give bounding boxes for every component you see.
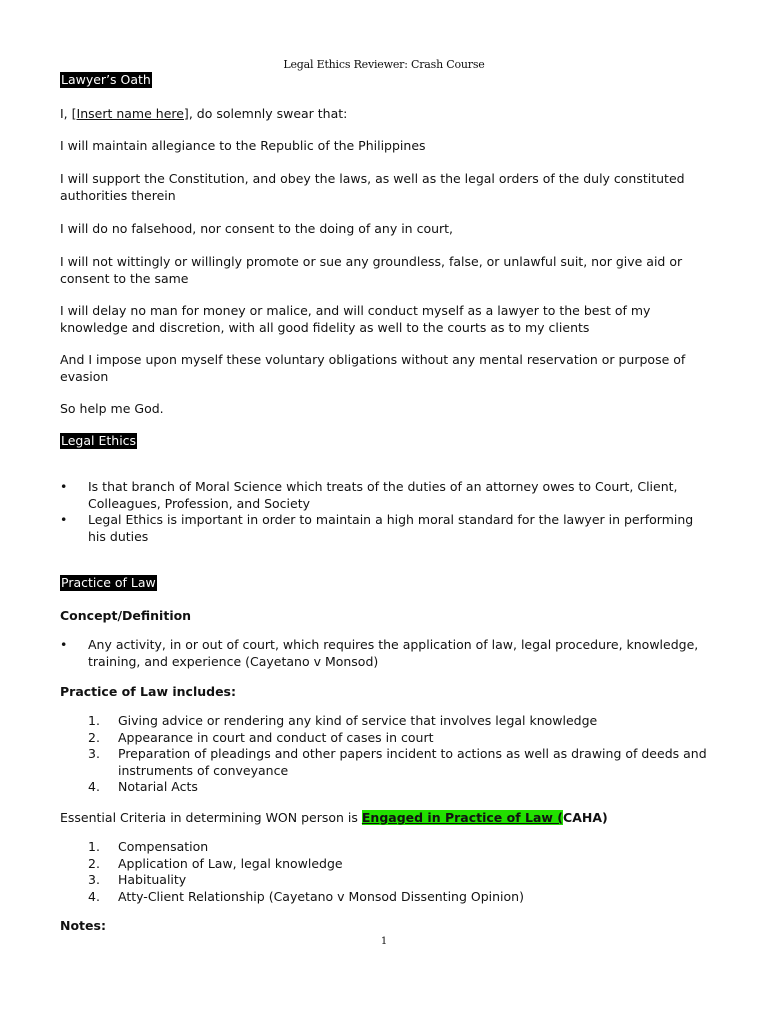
list-item-text: Appearance in court and conduct of cases in court [118,729,434,745]
criteria-acronym: CAHA) [563,810,608,825]
criteria-prefix: Essential Criteria in determining WON person is [60,810,362,825]
list-item [60,746,710,779]
list-item [60,713,710,730]
oath-line: I will delay no man for money or malice, and will conduct myself as a lawyer to the best of my knowledge and discretion, with all good fidelity as well to the courts as to my clients [60,303,651,335]
bullet-icon: • [60,637,68,652]
section-heading-lawyers-oath: Lawyer’s Oath [61,72,151,87]
section-heading-legal-ethics: Legal Ethics [61,433,137,448]
list-item-text: Compensation [118,839,209,854]
oath-line: I will maintain allegiance to the Republic of the Philippines [60,138,426,153]
oath-intro-suffix: , do solemnly swear that: [188,106,348,121]
list-item-text: Application of Law, legal knowledge [118,855,343,871]
oath-line: I will not wittingly or willingly promote or sue any groundless, false, or unlawful suit, nor give aid or consent to the same [60,254,683,286]
list-number: 2. [88,855,100,871]
highlighted-term: Engaged in Practice of Law ( [361,810,564,825]
subheading-notes: Notes: [60,918,106,933]
oath-line: I will do no falsehood, nor consent to the doing of any in court, [60,221,454,236]
subheading-concept: Concept/Definition [60,608,192,623]
list-number: 3. [88,746,100,761]
list-number: 3. [88,872,100,887]
list-number: 4. [88,779,100,794]
list-item [60,637,700,670]
list-number: 1. [88,713,100,728]
list-number: 1. [88,839,100,854]
includes-list [60,713,710,796]
list-item-text: Giving advice or rendering any kind of service that involves legal knowledge [118,713,598,728]
list-number: 4. [88,888,100,904]
page-number: 1 [380,936,388,947]
list-item [60,889,710,906]
list-item [60,479,700,512]
list-item-text: Atty-Client Relationship (Cayetano v Monsod Dissenting Opinion) [118,888,524,904]
legal-ethics-list [60,479,700,545]
oath-line: I will support the Constitution, and obey the laws, as well as the legal orders of the duly constituted authorities therein [60,171,685,203]
criteria-intro [60,809,720,826]
list-item-text: Any activity, in or out of court, which requires the application of law, legal procedure, knowledge, training, and experience (Cayetano v Monsod) [88,637,699,669]
list-item-text: Is that branch of Moral Science which treats of the duties of an attorney owes to Court, Client, Colleagues, Profession, and Society [88,479,678,511]
list-item [60,730,710,747]
list-item-text: Notarial Acts [118,779,198,794]
oath-closing: So help me God. [60,401,164,416]
document-title: Legal Ethics Reviewer: Crash Course [283,58,485,71]
list-item [60,856,710,873]
oath-line: And I impose upon myself these voluntary obligations without any mental reservation or purpose of evasion [60,352,686,384]
bullet-icon: • [60,479,68,494]
list-item [60,872,710,889]
list-item-text: Preparation of pleadings and other papers incident to actions as well as drawing of deeds and instruments of conveyance [118,746,707,778]
list-item [60,839,710,856]
oath-intro-prefix: I, [60,106,72,121]
subheading-includes: Practice of Law includes: [60,684,236,699]
bullet-icon: • [60,512,68,527]
list-item [60,779,710,796]
criteria-list [60,839,710,905]
list-item-text: Legal Ethics is important in order to maintain a high moral standard for the lawyer in performing his duties [88,512,694,544]
list-item [60,512,700,545]
list-item-text: Habituality [118,872,187,887]
section-heading-practice-of-law: Practice of Law [61,575,156,590]
name-placeholder: [Insert name here] [71,106,189,121]
list-number: 2. [88,729,100,745]
oath-intro [60,105,720,122]
concept-list [60,637,700,670]
